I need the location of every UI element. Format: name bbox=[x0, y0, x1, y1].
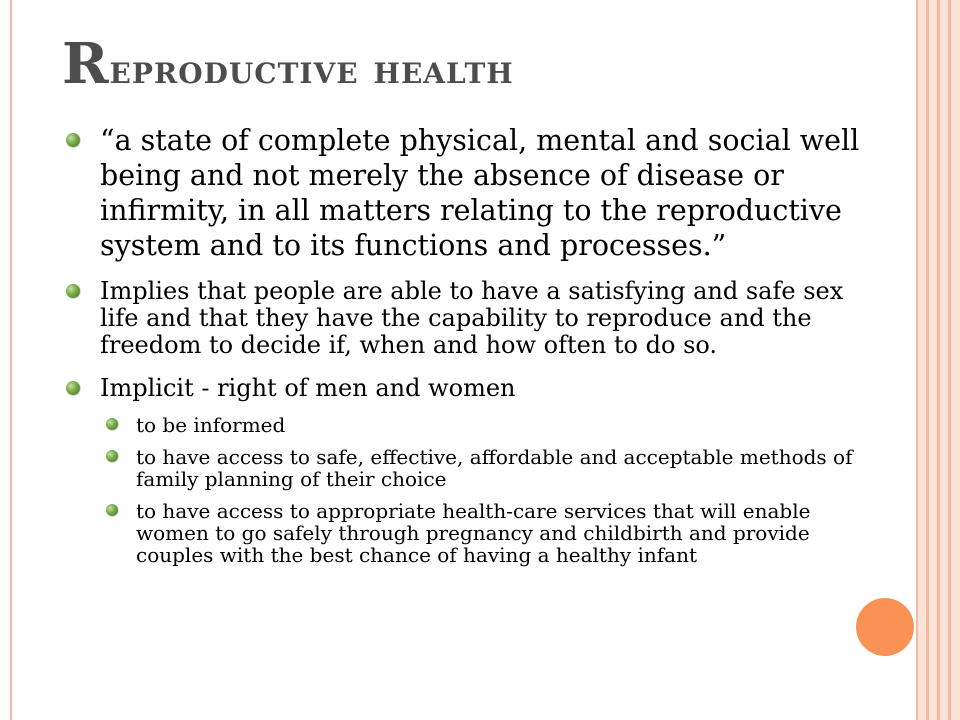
sub-bullet-item bbox=[106, 414, 866, 436]
sub-bullet-item bbox=[106, 446, 866, 490]
bullet-text: “a state of complete physical, mental and social well being and not merely the absence of disease or infirmity, in all matters relating to the reproductive system and to its functions and processes.” bbox=[100, 124, 860, 262]
sub-bullet-text: to have access to appropriate health-care services that will enable women to go safely through pregnancy and childbirth and provide couples with the best chance of having a healthy infant bbox=[136, 499, 811, 567]
bullet-icon bbox=[66, 133, 80, 147]
decorative-orange-circle bbox=[856, 598, 914, 656]
slide-content bbox=[66, 123, 866, 576]
bullet-text: Implicit - right of men and women bbox=[100, 374, 516, 402]
bullet-icon bbox=[66, 284, 80, 298]
sub-bullet-item bbox=[106, 500, 866, 566]
decorative-stripes bbox=[918, 0, 960, 720]
title-initial: R bbox=[62, 31, 110, 97]
bullet-item-implicit bbox=[66, 375, 866, 402]
bullet-icon bbox=[66, 381, 80, 395]
bullet-text: Implies that people are able to have a satisfying and safe sex life and that they have the capability to reproduce and the freedom to decide if, when and how often to do so. bbox=[100, 277, 844, 359]
bullet-icon bbox=[106, 418, 118, 430]
sub-bullet-text: to have access to safe, effective, affordable and acceptable methods of family planning of their choice bbox=[136, 445, 853, 491]
bullet-icon bbox=[106, 450, 118, 462]
bullet-icon bbox=[106, 504, 118, 516]
bullet-item-definition bbox=[66, 123, 866, 263]
title-rest: eproductive health bbox=[109, 46, 514, 93]
sub-bullet-text: to be informed bbox=[136, 413, 286, 437]
bullet-item-implies bbox=[66, 278, 866, 359]
slide-title bbox=[62, 31, 514, 97]
